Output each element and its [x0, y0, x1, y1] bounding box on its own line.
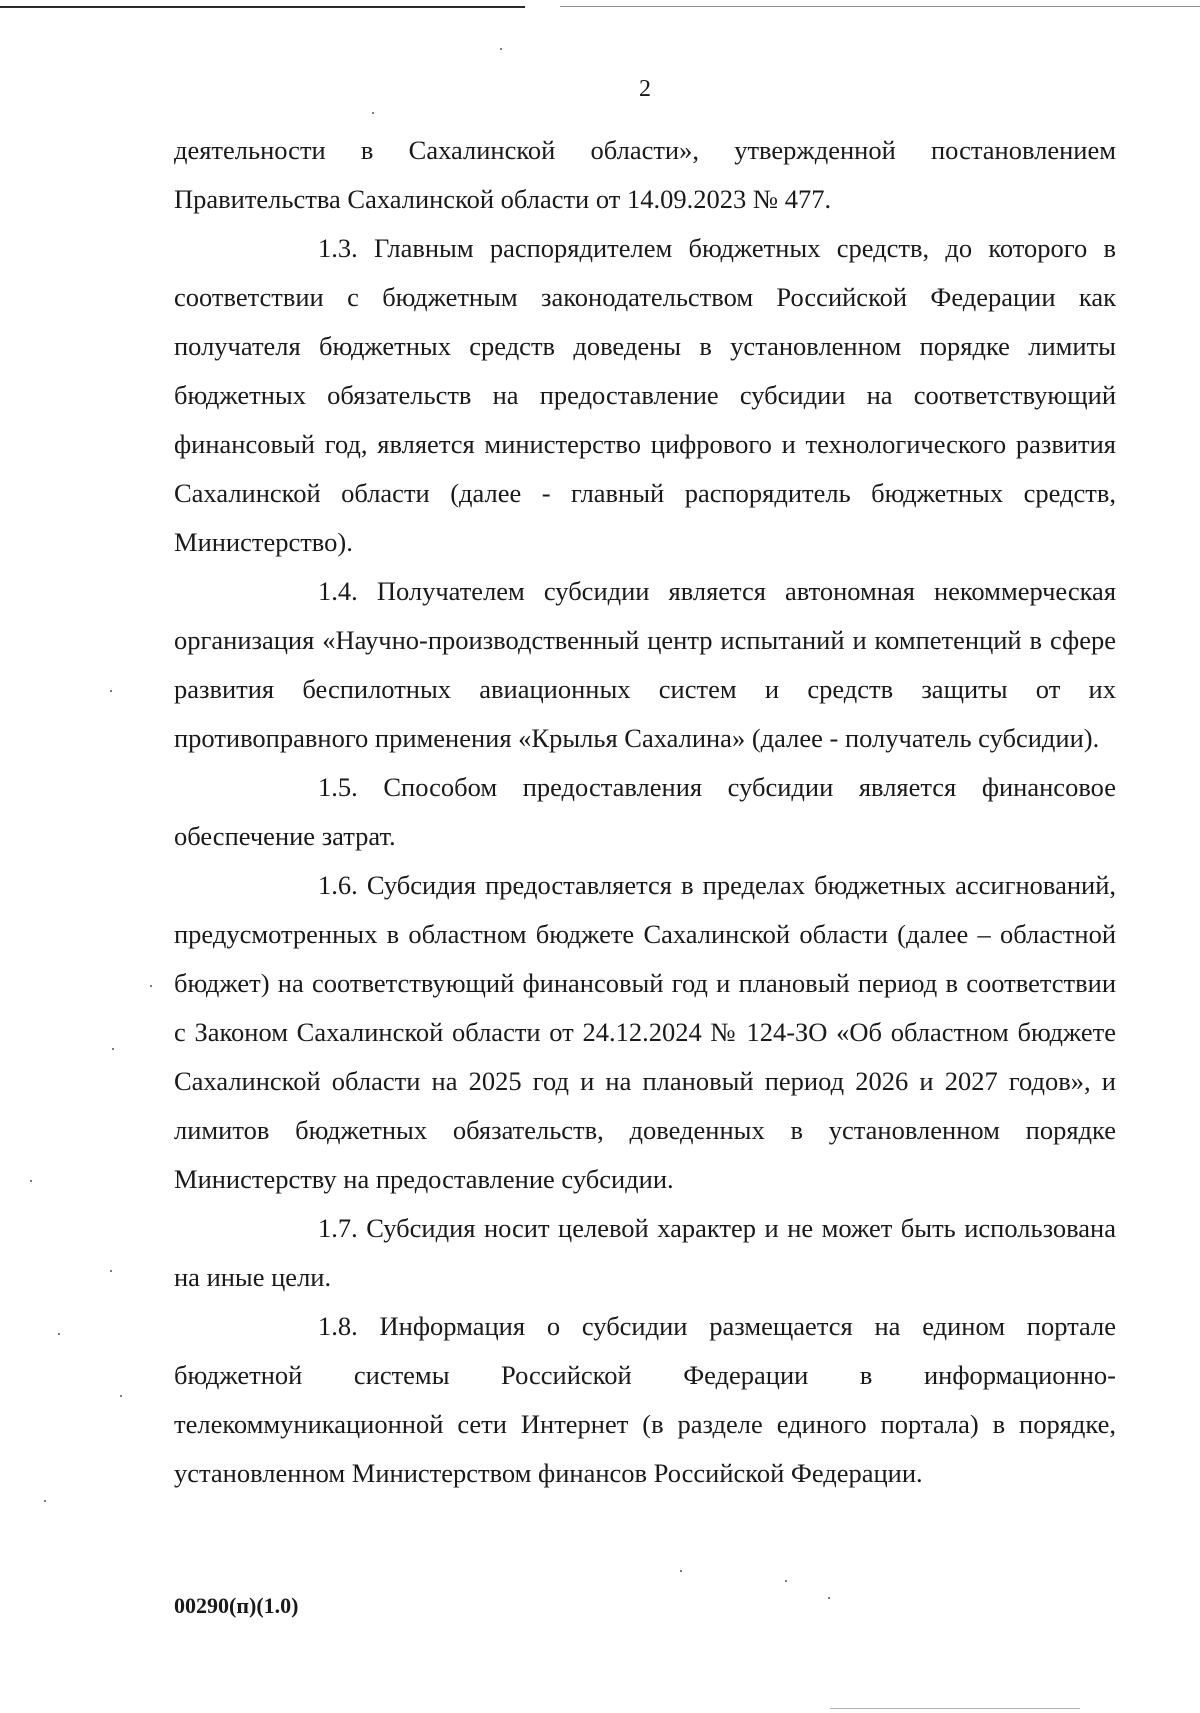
- paragraph-text: Главным распорядителем бюджетных средств, до которого в соответствии с бюджетным законодательством Российской Федерации как получателя бюджетных средств доведены в установленном порядке лимиты бюджетных обязательств на предоставление субсидии на соответствующий финансовый год, является министерство цифрового и технологического развития Сахалинской области (далее - главный распорядитель бюджетных средств, Министерство).: [174, 233, 1117, 557]
- scan-edge-line: [560, 6, 1200, 7]
- paragraph-1-4: [174, 567, 1116, 763]
- scan-speck: [120, 1395, 122, 1397]
- paragraph-1-3: [174, 224, 1116, 567]
- scan-speck: [785, 1580, 787, 1582]
- scan-speck: [44, 1500, 46, 1502]
- document-footer-code: 00290(п)(1.0): [174, 1593, 299, 1618]
- scan-edge-line: [0, 6, 525, 8]
- paragraph-number: 1.8.: [318, 1311, 358, 1341]
- paragraph-text: деятельности в Сахалинской области», утвержденной постановлением Правительства Сахалинской области от 14.09.2023 № 477.: [174, 135, 1116, 214]
- scan-speck: [112, 1048, 114, 1050]
- paragraph-number: 1.4.: [318, 576, 358, 606]
- paragraph-text: Способом предоставления субсидии является финансовое обеспечение затрат.: [174, 772, 1116, 851]
- scan-edge-line: [830, 1708, 1080, 1709]
- paragraph-number: 1.5.: [318, 772, 358, 802]
- scan-speck: [110, 690, 112, 692]
- paragraph-1-8: [174, 1302, 1116, 1498]
- document-body: [174, 126, 1116, 1498]
- paragraph-text: Информация о субсидии размещается на едином портале бюджетной системы Российской Федерации в информационно-телекоммуникационной сети Интернет (в разделе единого портала) в порядке, установленном Министерством финансов Российской Федерации.: [174, 1311, 1116, 1488]
- scan-speck: [372, 112, 374, 114]
- paragraph-text: Субсидия носит целевой характер и не может быть использована на иные цели.: [174, 1213, 1117, 1292]
- paragraph-1-5: [174, 763, 1116, 861]
- paragraph-continuation: [174, 126, 1116, 224]
- scan-speck: [30, 1180, 32, 1182]
- scan-speck: [150, 985, 152, 987]
- scan-speck: [58, 1333, 60, 1335]
- scan-speck: [680, 1570, 682, 1572]
- paragraph-text: Получателем субсидии является автономная некоммерческая организация «Научно-производственный центр испытаний и компетенций в сфере развития беспилотных авиационных систем и средств защиты от их противоправного применения «Крылья Сахалина» (далее - получатель субсидии).: [174, 576, 1117, 753]
- paragraph-text: Субсидия предоставляется в пределах бюджетных ассигнований, предусмотренных в областном бюджете Сахалинской области (далее – областной бюджет) на соответствующий финансовый год и плановый период в соответствии с Законом Сахалинской области от 24.12.2024 № 124-ЗО «Об областном бюджете Сахалинской области на 2025 год и на плановый период 2026 и 2027 годов», и лимитов бюджетных обязательств, доведенных в установленном порядке Министерству на предоставление субсидии.: [174, 870, 1116, 1194]
- page-number: 2: [639, 76, 651, 102]
- scan-speck: [500, 48, 502, 50]
- scan-speck: [828, 1597, 830, 1599]
- paragraph-1-6: [174, 861, 1116, 1204]
- paragraph-number: 1.6.: [318, 870, 358, 900]
- paragraph-number: 1.3.: [318, 233, 358, 263]
- paragraph-1-7: [174, 1204, 1116, 1302]
- paragraph-number: 1.7.: [318, 1213, 358, 1243]
- scan-speck: [110, 1270, 112, 1272]
